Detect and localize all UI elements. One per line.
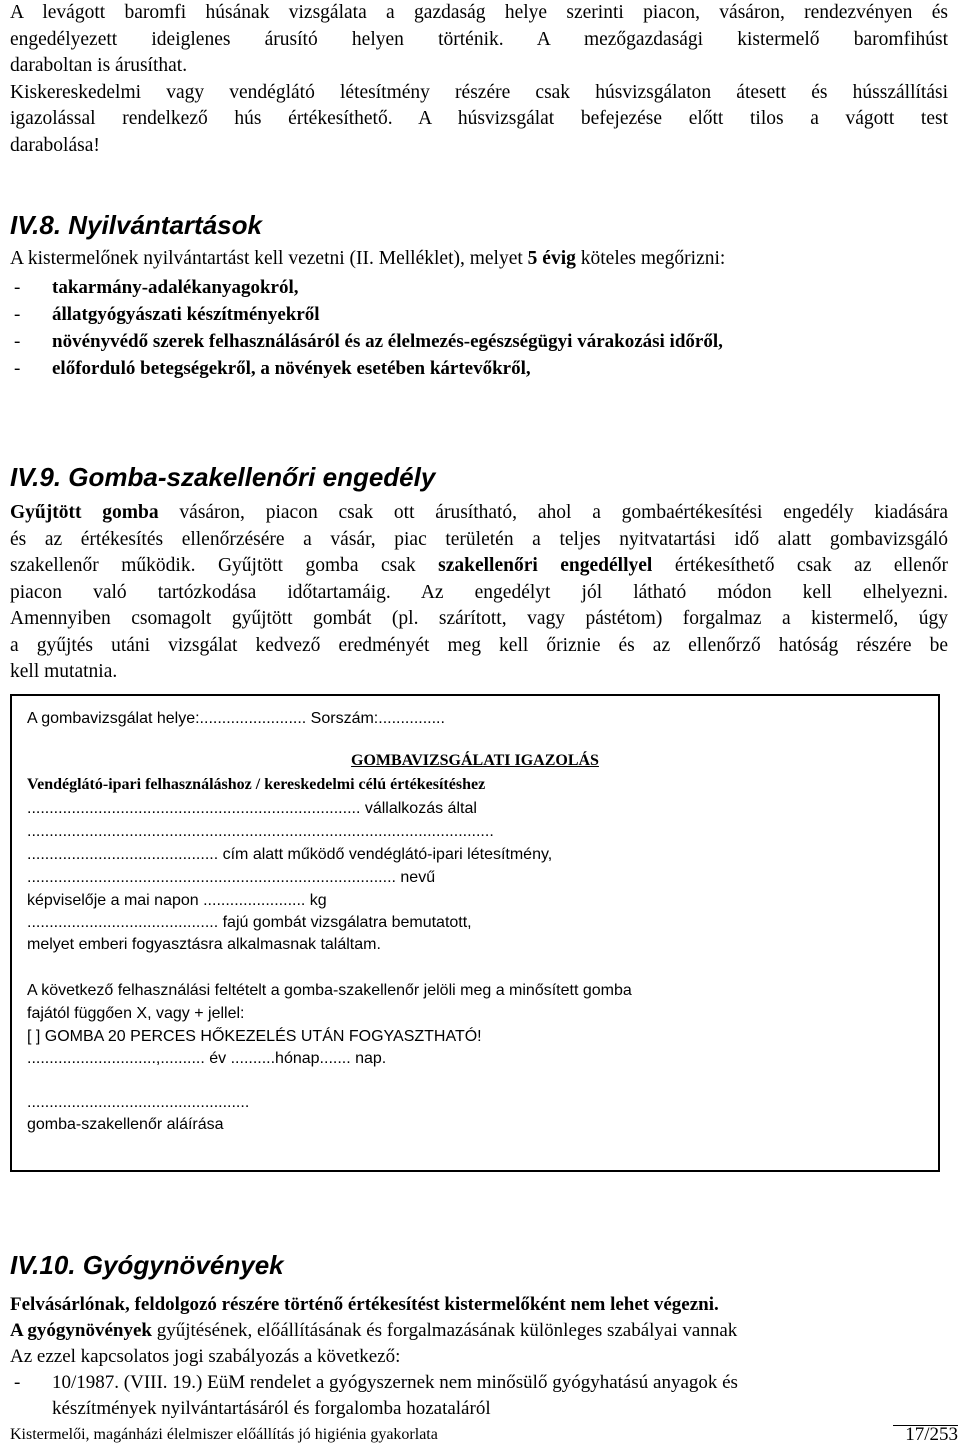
form-line: ........................................................................... vállalkozás által <box>27 800 477 817</box>
form-subtitle: Vendéglátó-ipari felhasználáshoz / kereskedelmi célú értékesítéshez <box>27 776 486 793</box>
signature-dots: .................................................. <box>27 1094 250 1111</box>
form-title: GOMBAVIZSGÁLATI IGAZOLÁS <box>351 752 599 769</box>
intro-line: A levágott baromfi húsának vizsgálata a gazdaság helye szerinti piacon, vásáron, rendezvényen és <box>10 2 948 23</box>
form-location-line: A gombavizsgálat helye:........................ Sorszám:............... <box>27 710 445 727</box>
form-line: melyet emberi fogyasztásra alkalmasnak találtam. <box>27 936 381 953</box>
form-line: fajától függően X, vagy + jellel: <box>27 1005 245 1022</box>
lead-text: köteles megőrizni: <box>575 248 726 269</box>
dash-bullet: - <box>14 358 21 379</box>
section-heading-nyilvantartasok: IV.8. Nyilvántartások <box>10 210 262 240</box>
gomba-paragraph: Gyűjtött gomba vásáron, piacon csak ott árusítható, ahol a gombaértékesítési engedély kiadására és az értékesítés ellenőrzésére a vásár, piac területén a teljes nyitvatartási idő alatt gombavizsgáló szakellenőr működik. Gyűjtött gomba csak szakellenőri engedéllyel értékesíthető csak az ellenőr piacon való tartózkodása időtartamáig. Az engedélyt jól látható módon kell elhelyezni. Amennyiben csomagolt gyűjtött gombát (pl. szárított, vagy pástétom) forgalmaz a kistermelő, úgy a gyűjtés utáni vizsgálat kedvező eredményét meg kell őriznie és az ellenőrző hatóság részére be kell mutatnia. <box>10 502 949 682</box>
dash-bullet: - <box>14 304 21 325</box>
heat-treatment-checkbox[interactable]: [ ] GOMBA 20 PERCES HŐKEZELÉS UTÁN FOGYASZTHATÓ! <box>27 1028 482 1045</box>
intro-paragraph <box>10 0 948 159</box>
nyilvantartas-lead <box>10 246 948 273</box>
page-number: 17/253 <box>905 1424 958 1445</box>
signature-label: gomba-szakellenőr aláírása <box>27 1116 224 1133</box>
form-line: ................................................................................... nevű <box>27 869 436 886</box>
form-line: ........................................... fajú gombát vizsgálatra bemutatott, <box>27 914 472 931</box>
intro-line: darabolása! <box>10 134 100 156</box>
intro-line: daraboltan is árusíthat. <box>10 55 188 76</box>
list-item: - takarmány-adalékanyagokról, <box>10 274 723 301</box>
dash-bullet: - <box>14 1372 21 1393</box>
list-item: - növényvédő szerek felhasználásáról és az élelmezés-egészségügyi várakozási időről, <box>10 328 723 355</box>
section-heading-gyogynovenyek: IV.10. Gyógynövények <box>10 1250 284 1280</box>
gyogynoveny-paragraph: Felvásárlónak, feldolgozó részére történő értékesítést kistermelőként nem lehet végezni. A gyógynövények gyűjtésének, előállításának és forgalmazásának különleges szabályai vannak Az ezzel kapcsolatos jogi szabályozás a következő: - 10/1987. (VIII. 19.) EüM rendelet a gyógyszernek nem minősülő gyógyhatású anyagok és készítmények nyilvántartásáról és forgalomba hozataláról <box>10 1294 738 1419</box>
records-list <box>10 274 723 382</box>
lead-emphasis: 5 évig <box>527 248 576 269</box>
lead-text: A kistermelőnek nyilvántartást kell vezetni (II. Melléklet), melyet <box>10 248 528 269</box>
form-line: A következő felhasználási feltételt a gomba-szakellenőr jelöli meg a minősített gomba <box>27 982 632 999</box>
form-line: ......................................................................................................... <box>27 823 494 840</box>
list-item: - előforduló betegségekről, a növények esetében kártevőkről, <box>10 355 723 382</box>
list-item: - állatgyógyászati készítményekről <box>10 301 723 328</box>
dash-bullet: - <box>14 331 21 352</box>
intro-line: engedélyezett ideiglenes árusító helyen történik. A mezőgazdasági kistermelő baromfihúst <box>10 28 948 50</box>
form-line: ........................................... cím alatt működő vendéglátó-ipari létesítmény, <box>27 846 553 863</box>
gombavizsgalati-igazolas-form <box>10 694 940 1172</box>
dash-bullet: - <box>14 277 21 298</box>
section-heading-gomba: IV.9. Gomba-szakellenőri engedély <box>10 462 436 492</box>
intro-line: Kiskereskedelmi vagy vendéglátó létesítmény részére csak húsvizsgálaton átesett és hússzállítási <box>10 81 948 103</box>
intro-line: igazolással rendelkező hús értékesíthető. A húsvizsgálat befejezése előtt tilos a vágott test <box>10 108 948 129</box>
form-line: képviselője a mai napon ....................... kg <box>27 892 327 909</box>
form-date-line: .............................,.......... év ..........hónap....... nap. <box>27 1050 387 1067</box>
footer-title: Kistermelői, magánházi élelmiszer előállítás jó higiénia gyakorlata <box>10 1426 438 1443</box>
